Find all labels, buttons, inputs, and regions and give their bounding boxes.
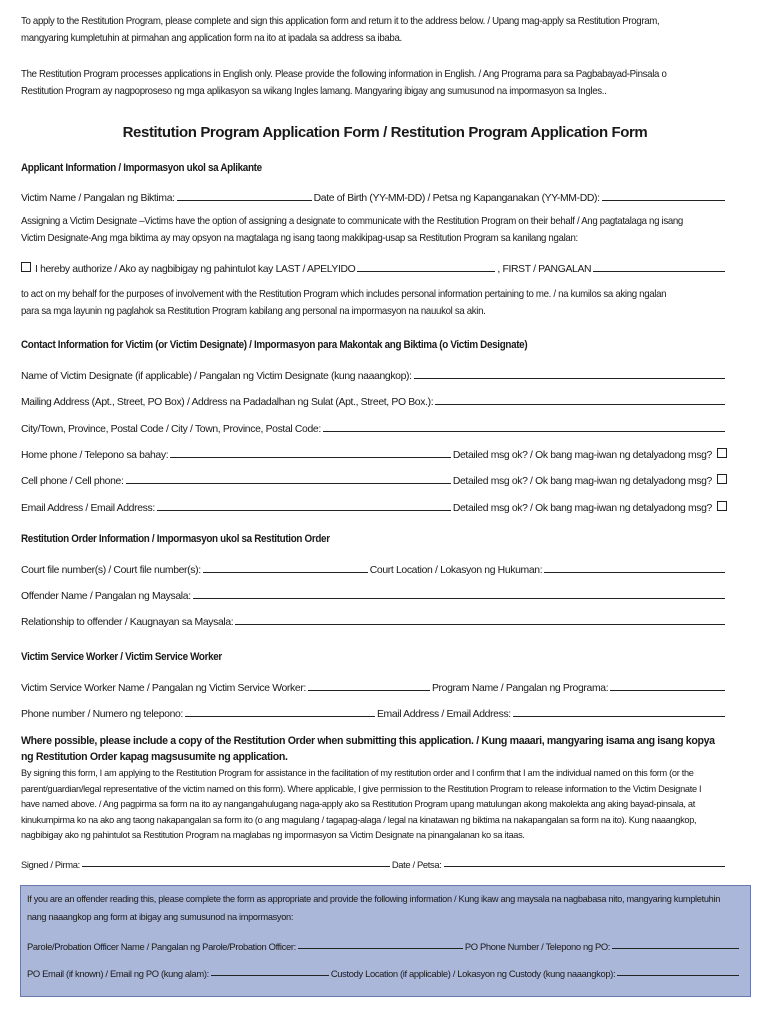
- po-email-row: [27, 962, 741, 979]
- victim-name-field[interactable]: [177, 200, 312, 201]
- home-phone-msg-ok-checkbox[interactable]: [717, 448, 727, 458]
- officer-name-field[interactable]: [298, 948, 463, 949]
- offender-name-label: Offender Name / Pangalan ng Maysala:: [21, 591, 191, 602]
- victim-name-label: Victim Name / Pangalan ng Biktima:: [21, 193, 175, 204]
- intro-line: The Restitution Program processes applications in English only. Please provide the following information in English. / Ang Programa para sa Pagbabayad-Pinsala o: [21, 69, 667, 80]
- offender-name-field[interactable]: [193, 598, 725, 599]
- program-name-field[interactable]: [610, 690, 725, 691]
- court-file-field[interactable]: [203, 572, 368, 573]
- worker-phone-field[interactable]: [185, 716, 375, 717]
- mailing-address-field[interactable]: [435, 404, 725, 405]
- offender-line: If you are an offender reading this, please complete the form as appropriate and provide the following information / Kung ikaw ang maysala na nagbabasa nito, mangyaring kumpletuhin: [27, 894, 721, 904]
- city-row: [21, 418, 727, 435]
- authorize-checkbox[interactable]: [21, 262, 31, 272]
- worker-name-row: [21, 677, 727, 694]
- dob-field[interactable]: [602, 200, 725, 201]
- po-email-label: PO Email (if known) / Email ng PO (kung alam):: [27, 968, 209, 979]
- first-name-label: , FIRST / PANGALAN: [497, 264, 592, 275]
- email-field[interactable]: [157, 510, 451, 511]
- include-order-note: [21, 733, 733, 765]
- dob-label: Date of Birth (YY-MM-DD) / Petsa ng Kapanganakan (YY-MM-DD):: [313, 193, 600, 204]
- worker-heading: Victim Service Worker / Victim Service Worker: [21, 651, 222, 663]
- msg-ok-label: Detailed msg ok? / Ok bang mag-iwan ng detalyadong msg?: [452, 503, 712, 514]
- date-field[interactable]: [444, 866, 726, 867]
- designate-name-field[interactable]: [414, 378, 725, 379]
- intro-paragraph-1: [21, 13, 659, 47]
- mailing-address-label: Mailing Address (Apt., Street, PO Box) / Address na Padadalhan ng Sulat (Apt., Street, PO Box.):: [21, 397, 434, 408]
- email-row: [21, 497, 727, 514]
- court-location-label: Court Location / Lokasyon ng Hukuman:: [369, 565, 543, 576]
- custody-label: Custody Location (if applicable) / Lokasyon ng Custody (kung naaangkop):: [330, 968, 616, 979]
- intro-paragraph-2: [21, 66, 667, 100]
- victim-name-row: [21, 187, 727, 204]
- worker-email-field[interactable]: [513, 716, 725, 717]
- contact-heading: Contact Information for Victim (or Victim Designate) / Impormasyon para Makontak ang Biktima (o Victim Designate): [21, 339, 528, 351]
- form-title: Restitution Program Application Form / Restitution Program Application Form: [122, 124, 648, 141]
- city-label: City/Town, Province, Postal Code / City / Town, Province, Postal Code:: [21, 424, 321, 435]
- email-label: Email Address / Email Address:: [21, 503, 155, 514]
- signature-row: [21, 853, 727, 870]
- city-field[interactable]: [323, 431, 725, 432]
- msg-ok-label: Detailed msg ok? / Ok bang mag-iwan ng detalyadong msg?: [452, 450, 712, 461]
- court-file-label: Court file number(s) / Court file number(s):: [21, 565, 201, 576]
- intro-line: To apply to the Restitution Program, please complete and sign this application form and return it to the address below. / Upang mag-apply sa Restitution Program,: [21, 16, 660, 27]
- consent-line: have named above. / Ang pagpirma sa form na ito ay nangangahulugang naga-apply ako sa Restitution Program upang matulungan akong makolekta ang aking bayad-pinsala, at: [21, 799, 695, 809]
- offender-name-row: [21, 585, 727, 602]
- applicant-heading: Applicant Information / Impormasyon ukol sa Aplikante: [21, 162, 262, 174]
- po-phone-label: PO Phone Number / Telepono ng PO:: [464, 941, 611, 952]
- consent-line: parent/guardian/legal representative of the victim named on this form). Where applicable, I give permission to the Restitution Program to release information to the Victim Designate I: [21, 783, 702, 794]
- consent-line: By signing this form, I am applying to the Restitution Program for assistance in the facilitation of my restitution order and I confirm that I am the individual named on this form (or the: [21, 768, 694, 778]
- worker-email-label: Email Address / Email Address:: [376, 709, 511, 720]
- custody-field[interactable]: [617, 975, 739, 976]
- signature-field[interactable]: [82, 866, 390, 867]
- consent-paragraph: [21, 766, 733, 844]
- po-phone-field[interactable]: [612, 948, 739, 949]
- designate-first-name-field[interactable]: [593, 271, 725, 272]
- court-location-field[interactable]: [544, 572, 725, 573]
- offender-line: nang naaangkop ang form at ibigay ang sumusunod na impormasyon:: [27, 911, 294, 922]
- intro-line: mangyaring kumpletuhin at pirmahan ang application form na ito at ipadala sa address sa ibaba.: [21, 33, 402, 44]
- home-phone-row: [21, 444, 727, 461]
- designate-name-label: Name of Victim Designate (if applicable) / Pangalan ng Victim Designate (kung naaangkop):: [21, 371, 412, 382]
- msg-ok-label: Detailed msg ok? / Ok bang mag-iwan ng detalyadong msg?: [452, 476, 712, 487]
- designate-line: Assigning a Victim Designate –Victims have the option of assigning a designate to communicate with the Restitution Program on their behalf / Ang pagtatalaga ng isang: [21, 216, 683, 227]
- home-phone-label: Home phone / Telepono sa bahay:: [21, 450, 169, 461]
- cell-phone-field[interactable]: [126, 483, 451, 484]
- relationship-label: Relationship to offender / Kaugnayan sa Maysala:: [21, 617, 234, 628]
- authorize-label: I hereby authorize / Ako ay nagbibigay ng pahintulot kay LAST / APELYIDO: [35, 264, 356, 275]
- note-line: Where possible, please include a copy of the Restitution Order when submitting this application. / Kung maaari, mangyaring isama ang isang kopya: [21, 735, 715, 747]
- designate-paragraph: [21, 213, 683, 247]
- consent-line: kinukumpirma ko na ako ang taong nakapangalan sa form ito (o ang magulang / tagapag-alaga / legal na kinatawan ng biktima na nakapangalan sa form na ito). Kung naaangkop,: [21, 814, 697, 825]
- note-line: ng Restitution Order kapag magsusumite ng application.: [21, 751, 288, 763]
- behalf-paragraph: [21, 286, 666, 320]
- worker-name-field[interactable]: [308, 690, 430, 691]
- behalf-line: para sa mga layunin ng paglahok sa Restitution Program kabilang ang personal na impormasyon na nauukol sa akin.: [21, 306, 486, 317]
- home-phone-field[interactable]: [170, 457, 451, 458]
- restitution-heading: Restitution Order Information / Impormasyon ukol sa Restitution Order: [21, 533, 330, 545]
- worker-name-label: Victim Service Worker Name / Pangalan ng Victim Service Worker:: [21, 683, 306, 694]
- officer-row: [27, 935, 741, 952]
- cell-phone-label: Cell phone / Cell phone:: [21, 476, 124, 487]
- consent-line: nagbibigay ako ng pahintulot sa Restitution Program na maglabas ng impormasyon sa Victim Designate na pinangalanan ko sa itaas.: [21, 830, 525, 840]
- intro-line: Restitution Program ay nagpoproseso ng mga aplikasyon sa wikang Ingles lamang. Mangyaring ibigay ang sumusunod na impormasyon sa Ingles..: [21, 86, 607, 97]
- court-file-row: [21, 559, 727, 576]
- authorize-row: [21, 258, 727, 275]
- relationship-field[interactable]: [235, 624, 725, 625]
- signed-label: Signed / Pirma:: [21, 859, 80, 870]
- relationship-row: [21, 611, 727, 628]
- designate-last-name-field[interactable]: [357, 271, 495, 272]
- worker-phone-label: Phone number / Numero ng telepono:: [21, 709, 183, 720]
- date-label: Date / Petsa:: [391, 859, 442, 870]
- designate-name-row: [21, 365, 727, 382]
- officer-name-label: Parole/Probation Officer Name / Pangalan ng Parole/Probation Officer:: [27, 941, 296, 952]
- po-email-field[interactable]: [211, 975, 329, 976]
- cell-phone-row: [21, 470, 727, 487]
- behalf-line: to act on my behalf for the purposes of involvement with the Restitution Program which includes personal information pertaining to me. / na kumilos sa aking ngalan: [21, 289, 667, 300]
- mailing-address-row: [21, 391, 727, 408]
- offender-info-box: [20, 885, 751, 997]
- offender-instructions: [27, 892, 741, 925]
- program-name-label: Program Name / Pangalan ng Programa:: [431, 683, 609, 694]
- designate-line: Victim Designate-Ang mga biktima ay may opsyon na magtalaga ng isang taong makikipag-usap sa Restitution Program sa kanilang ngalan:: [21, 233, 578, 244]
- email-msg-ok-checkbox[interactable]: [717, 501, 727, 511]
- worker-phone-row: [21, 703, 727, 720]
- cell-phone-msg-ok-checkbox[interactable]: [717, 474, 727, 484]
